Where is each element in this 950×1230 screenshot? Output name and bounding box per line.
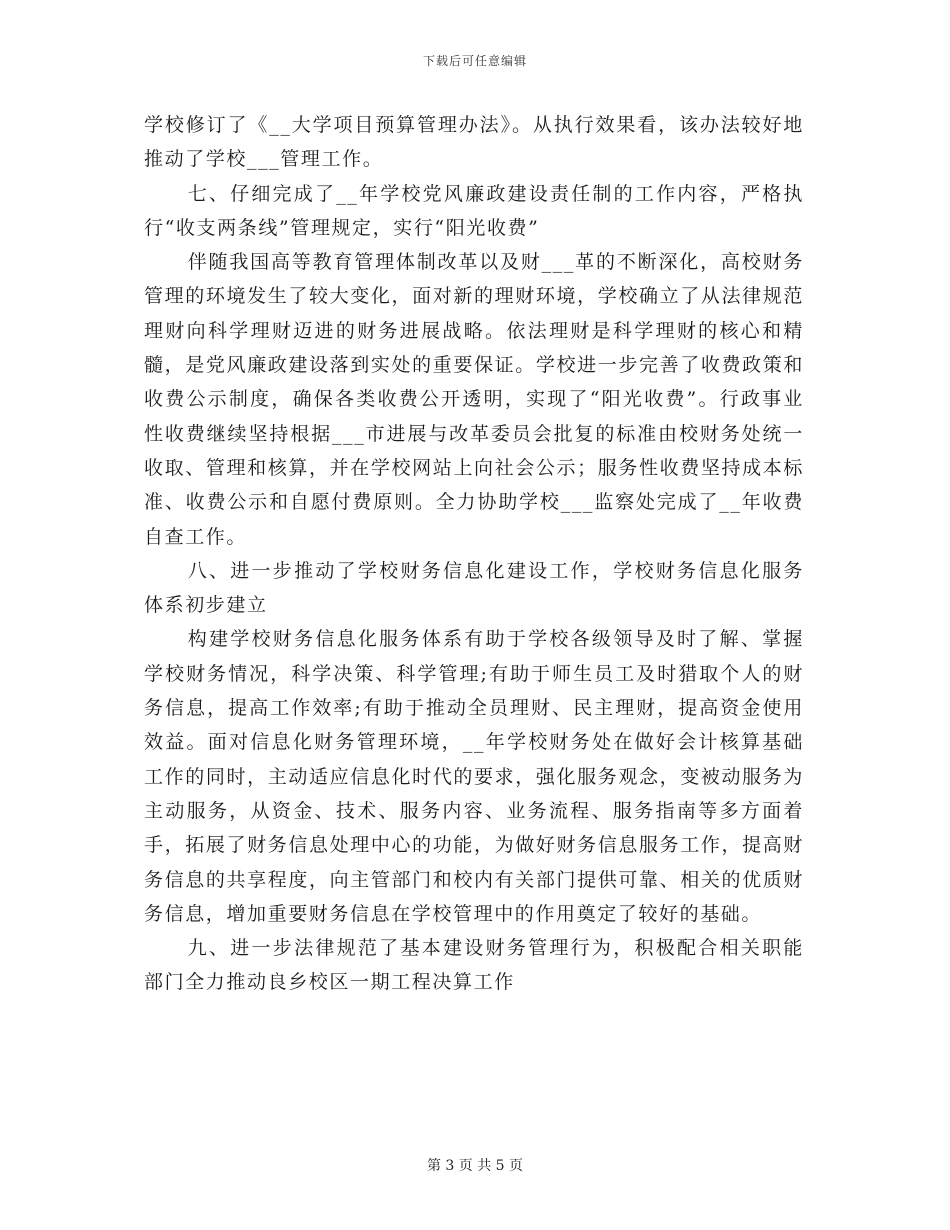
- paragraph-finance-informatization: 构建学校财务信息化服务体系有助于学校各级领导及时了解、掌握学校财务情况，科学决策、科学管理;有助于师生员工及时猎取个人的财务信息，提高工作效率;有助于推动全员理财、民主理财，提高资金使用效益。面对信息化财务管理环境，__年学校财务处在做好会计核算基础工作的同时，主动适应信息化时代的要求，强化服务观念，变被动服务为主动服务，从资金、技术、服务内容、业务流程、服务指南等多方面着手，拓展了财务信息处理中心的功能，为做好财务信息服务工作，提高财务信息的共享程度，向主管部门和校内有关部门提供可靠、相关的优质财务信息，增加重要财务信息在学校管理中的作用奠定了较好的基础。: [144, 628, 804, 925]
- heading-section-seven: 七、仔细完成了__年学校党风廉政建设责任制的工作内容，严格执行“收支两条线”管理规定，实行“阳光收费”: [144, 182, 804, 239]
- paragraph-budget-revision: 学校修订了《__大学项目预算管理办法》。从执行效果看，该办法较好地推动了学校___管理工作。: [144, 114, 804, 171]
- document-body: [144, 108, 804, 1000]
- heading-section-eight: 八、进一步推动了学校财务信息化建设工作，学校财务信息化服务体系初步建立: [144, 559, 804, 617]
- page-number: 第 3 页 共 5 页: [426, 1158, 524, 1174]
- page-header: 下载后可任意编辑: [422, 54, 527, 68]
- paragraph-fee-management: 伴随我国高等教育管理体制改革以及财___革的不断深化，高校财务管理的环境发生了较大变化，面对新的理财环境，学校确立了从法律规范理财向科学理财迈进的财务进展战略。依法理财是科学理财的核心和精髓，是党风廉政建设落到实处的重要保证。学校进一步完善了收费政策和收费公示制度，确保各类收费公开透明，实现了“阳光收费”。行政事业性收费继续坚持根据___市进展与改革委员会批复的标准由校财务处统一收取、管理和核算，并在学校网站上向社会公示；服务性收费坚持成本标准、收费公示和自愿付费原则。全力协助学校___监察处完成了__年收费自查工作。: [144, 251, 804, 548]
- heading-section-nine: 九、进一步法律规范了基本建设财务管理行为，积极配合相关职能部门全力推动良乡校区一期工程决算工作: [144, 937, 804, 994]
